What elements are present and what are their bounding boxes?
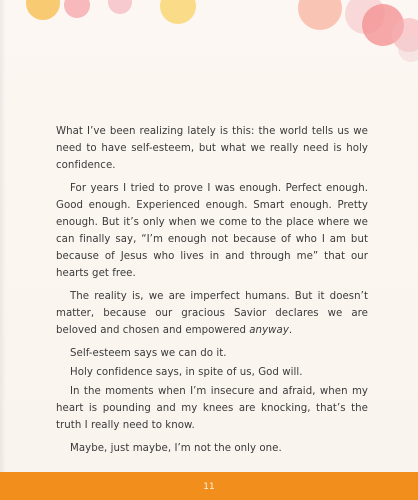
paragraph: Self-esteem says we can do it. (70, 348, 227, 359)
paragraph: Holy confidence says, in spite of us, God will. (70, 367, 303, 378)
paragraph-text: The reality is, we are imperfect humans. But it doesn’t matter, because our gracious Savior declares we are beloved and chosen and empowered (56, 291, 368, 336)
paragraph-end: . (288, 325, 293, 336)
paragraph: In the moments when I’m insecure and afraid, when my heart is pounding and my knees are knocking, that’s the truth I really need to know. (56, 386, 368, 431)
decorative-dot (398, 36, 418, 62)
page-number: 11 (203, 482, 215, 492)
paragraph: What I’ve been realizing lately is this: the world tells us we need to have self-esteem, but what we really need is holy confidence. (56, 126, 368, 171)
emphasis-text: anyway (249, 325, 289, 336)
paragraph: Maybe, just maybe, I’m not the only one. (70, 443, 282, 454)
body-text (56, 123, 368, 463)
spine-shadow (0, 0, 6, 472)
paragraph: For years I tried to prove I was enough. Perfect enough. Good enough. Experienced enough. Smart enough. Pretty enough. But it’s only when we come to the place where we can finally say, “I’m enough not because of who I am but because of Jesus who lives in and through me” that our hearts get free. (56, 183, 368, 279)
paragraph (56, 288, 368, 339)
